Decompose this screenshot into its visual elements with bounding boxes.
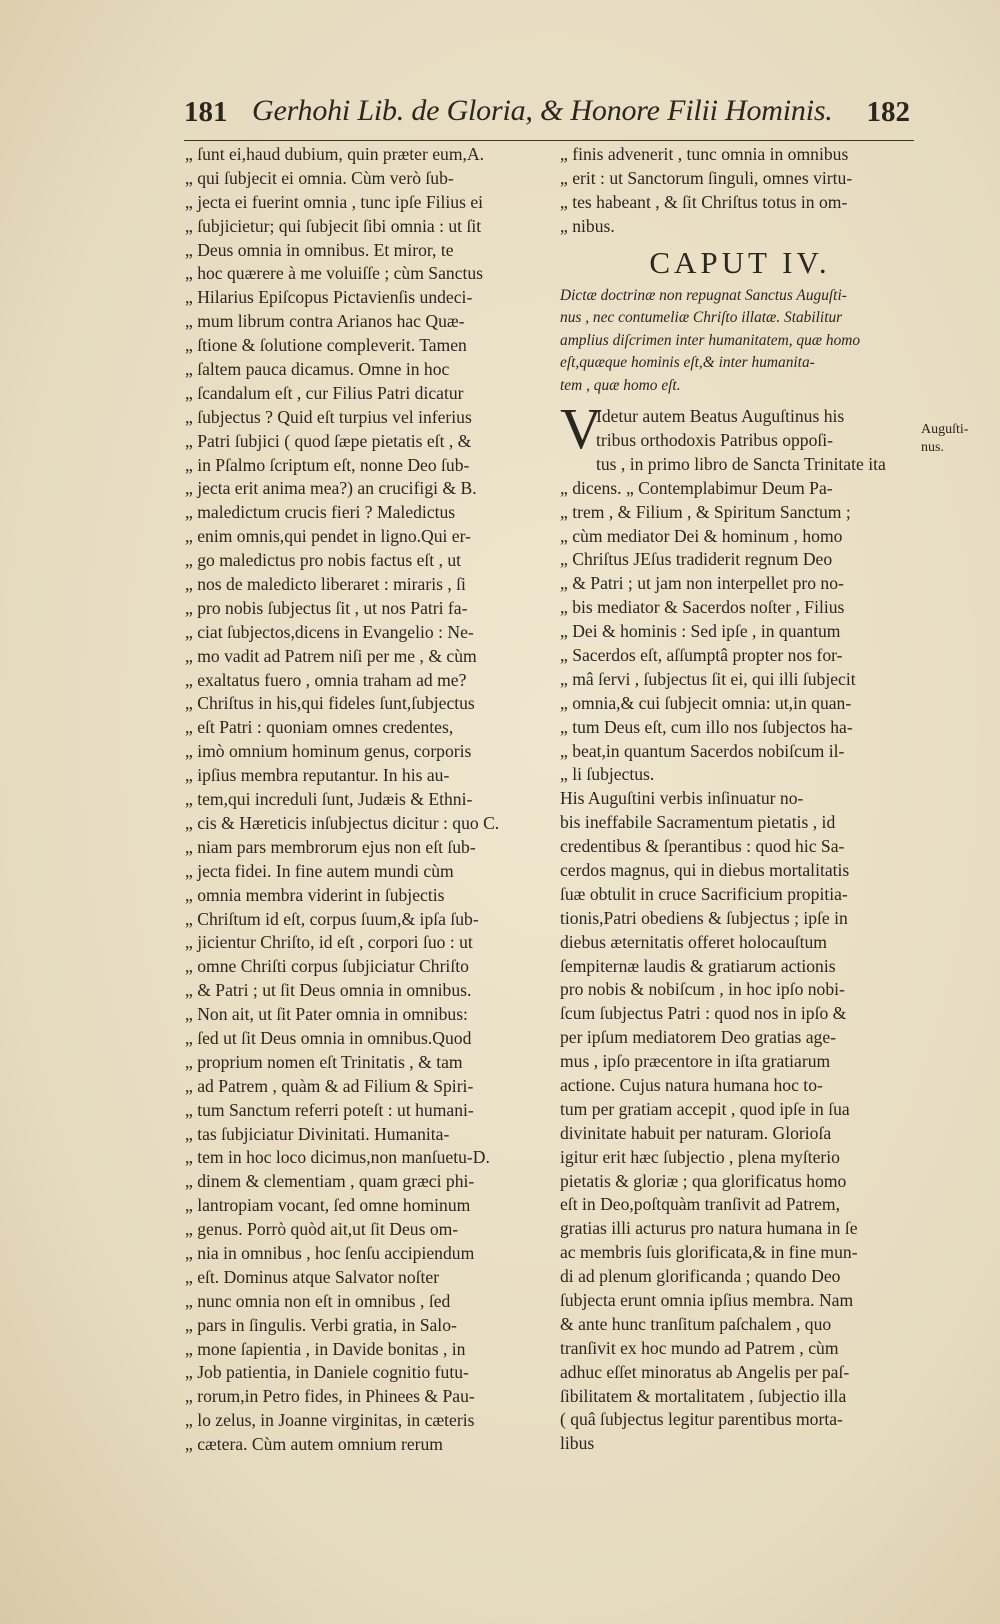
text-line: „ jecta ei fuerint omnia , tunc ipſe Filius ei bbox=[185, 191, 484, 212]
text-line: „ cætera. Cùm autem omnium rerum bbox=[185, 1434, 443, 1455]
text-line: „ erit : ut Sanctorum ſinguli, omnes virtu- bbox=[560, 167, 853, 188]
chapter-opening bbox=[560, 396, 920, 462]
text-line: & ante hunc tranſitum paſchalem , quo bbox=[560, 1313, 832, 1334]
text-line: tribus orthodoxis Patribus oppoſi- bbox=[596, 429, 834, 450]
text-line: eſt,quæque hominis eſt,& inter humanita- bbox=[560, 354, 815, 372]
text-line: „ proprium nomen eſt Trinitatis , & tam bbox=[185, 1051, 463, 1072]
text-line: „ Chriſtus JEſus tradiderit regnum Deo bbox=[560, 549, 833, 570]
text-line: adhuc eſſet minoratus ab Angelis per paſ- bbox=[560, 1361, 850, 1382]
text-line: bis ineffabile Sacramentum pietatis , id bbox=[560, 812, 836, 833]
text-line: „ cis & Hæreticis inſubjectus dicitur : quo C. bbox=[185, 812, 500, 833]
text-line: „ lo zelus, in Joanne virginitas, in cæteris bbox=[185, 1410, 475, 1431]
text-line: „ niam pars membrorum ejus non eſt ſub- bbox=[185, 836, 476, 857]
text-line: diebus æternitatis offeret holocauſtum bbox=[560, 931, 827, 952]
text-line: „ ad Patrem , quàm & ad Filium & Spiri- bbox=[185, 1075, 474, 1096]
text-line: „ jecta fidei. In fine autem mundi cùm bbox=[185, 860, 454, 881]
text-line: „ Job patientia, in Daniele cognitio futu- bbox=[185, 1362, 469, 1383]
margin-note-text bbox=[921, 421, 968, 457]
chapter-title: CAPUT IV. bbox=[649, 244, 831, 280]
text-line: ſibilitatem & mortalitatem , ſubjectio illa bbox=[560, 1385, 847, 1406]
text-line: „ beat,in quantum Sacerdos nobiſcum il- bbox=[560, 740, 845, 761]
text-line: „ ſubjicietur; qui ſubjecit ſibi omnia : ut ſit bbox=[185, 215, 482, 236]
text-line: ſempiternæ laudis & gratiarum actionis bbox=[560, 955, 836, 976]
right-top-text bbox=[560, 143, 920, 239]
text-line: „ genus. Porrò quòd ait,ut ſit Deus om- bbox=[185, 1219, 459, 1240]
right-column bbox=[560, 143, 920, 1456]
text-line: „ qui ſubjecit ei omnia. Cùm verò ſub- bbox=[185, 167, 454, 188]
text-line: tus , in primo libro de Sancta Trinitate ita bbox=[596, 453, 886, 474]
text-line: igitur erit hæc ſubjectio , plena myſterio bbox=[560, 1146, 840, 1167]
text-line: „ nunc omnia non eſt in omnibus , ſed bbox=[185, 1290, 451, 1311]
text-line: „ Patri ſubjici ( quod ſæpe pietatis eſt , & bbox=[185, 430, 472, 451]
text-line: ac membris ſuis glorificata,& in fine mun- bbox=[560, 1242, 858, 1263]
text-line: „ tum Deus eſt, cum illo nos ſubjectos ha- bbox=[560, 716, 853, 737]
text-line: „ nia in omnibus , hoc ſenſu accipiendum bbox=[185, 1242, 475, 1263]
text-line: „ Hilarius Epiſcopus Pictavienſis undeci- bbox=[185, 287, 473, 308]
text-line: His Auguſtini verbis inſinuatur no- bbox=[560, 788, 804, 809]
margin-note-line: nus. bbox=[921, 440, 944, 455]
text-line: gratias illi acturus pro natura humana in ſe bbox=[560, 1218, 858, 1239]
text-line: „ dicens. „ Contemplabimur Deum Pa- bbox=[560, 477, 833, 498]
text-line: „ & Patri ; ut ſit Deus omnia in omnibus. bbox=[185, 980, 472, 1001]
text-line: „ li ſubjectus. bbox=[560, 764, 655, 785]
text-line: „ Chriſtus in his,qui fideles ſunt,ſubjectus bbox=[185, 693, 475, 714]
text-line: „ mum librum contra Arianos hac Quæ- bbox=[185, 311, 465, 332]
text-line: Dictæ doctrinæ non repugnat Sanctus Auguſti- bbox=[560, 286, 847, 304]
text-line: „ Deus omnia in omnibus. Et miror, te bbox=[185, 239, 454, 260]
text-line: libus bbox=[560, 1433, 595, 1454]
text-line: cerdos magnus, qui in diebus mortalitatis bbox=[560, 860, 850, 880]
text-line: „ go maledictus pro nobis factus eſt , ut bbox=[185, 550, 462, 571]
text-line: nus , nec contumeliæ Chriſto illatæ. Stabilitur bbox=[560, 309, 843, 327]
text-line: pro nobis & nobiſcum , in hoc ipſo nobi- bbox=[560, 979, 845, 1000]
text-line: „ eſt. Dominus atque Salvator noſter bbox=[185, 1266, 440, 1287]
text-line: per ipſum mediatorem Deo gratias age- bbox=[560, 1027, 837, 1048]
page-number-left: 181 bbox=[184, 96, 228, 128]
spacer bbox=[560, 397, 920, 405]
text-line: „ finis advenerit , tunc omnia in omnibus bbox=[560, 144, 849, 164]
text-line: „ enim omnis,qui pendet in ligno.Qui er- bbox=[185, 526, 471, 547]
text-line: „ nibus. bbox=[560, 215, 615, 236]
text-line: „ tem in hoc loco dicimus,non manſuetu-D. bbox=[185, 1147, 490, 1168]
text-line: „ tes habeant , & ſit Chriſtus totus in om- bbox=[560, 191, 848, 212]
text-line: „ dinem & clementiam , quam græci phi- bbox=[185, 1171, 475, 1192]
text-line: „ jecta erit anima mea?) an crucifigi & B. bbox=[185, 478, 477, 499]
text-line: tranſivit ex hoc mundo ad Patrem , cùm bbox=[560, 1337, 839, 1358]
text-line: „ tas ſubjiciatur Divinitati. Humanita- bbox=[185, 1123, 450, 1144]
text-line: „ ipſius membra reputantur. In his au- bbox=[185, 765, 450, 786]
text-line: „ omnia,& cui ſubjecit omnia: ut,in quan- bbox=[560, 692, 852, 713]
running-head: Gerhohi Lib. de Gloria, & Honore Filii Hominis. bbox=[252, 94, 833, 127]
text-line: „ tum Sanctum referri poteſt : ut humani- bbox=[185, 1099, 474, 1120]
text-line: ſubjecta erunt omnia ipſius membra. Nam bbox=[560, 1290, 854, 1311]
text-line: amplius diſcrimen inter humanitatem, quæ homo bbox=[560, 331, 861, 349]
text-line: mus , ipſo præcentore in iſta gratiarum bbox=[560, 1051, 831, 1072]
text-line: „ & Patri ; ut jam non interpellet pro no- bbox=[560, 573, 844, 594]
text-line: pietatis & gloriæ ; qua glorificatus homo bbox=[560, 1170, 847, 1191]
text-line: „ ſunt ei,haud dubium, quin præter eum,A. bbox=[185, 144, 485, 164]
text-line: „ maledictum crucis fieri ? Maledictus bbox=[185, 502, 456, 523]
page-header bbox=[184, 92, 914, 141]
text-line: divinitate habuit per naturam. Glorioſa bbox=[560, 1122, 832, 1143]
text-line: „ pars in ſingulis. Verbi gratia, in Salo- bbox=[185, 1314, 457, 1335]
text-line: „ mo vadit ad Patrem niſi per me , & cùm bbox=[185, 645, 477, 666]
text-line: „ omne Chriſti corpus ſubjiciatur Chriſto bbox=[185, 956, 469, 977]
page-number-right: 182 bbox=[866, 96, 910, 128]
text-line: „ mâ ſervi , ſubjectus ſit ei, qui illi ſubjecit bbox=[560, 668, 856, 689]
text-line: „ trem , & Filium , & Spiritum Sanctum ; bbox=[560, 501, 851, 522]
text-line: „ Sacerdos eſt, aſſumptâ propter nos for- bbox=[560, 644, 843, 665]
text-line: ( quâ ſubjectus legitur parentibus morta- bbox=[560, 1409, 843, 1430]
chapter-summary bbox=[560, 285, 920, 398]
text-line: „ Chriſtum id eſt, corpus ſuum,& ipſa ſub- bbox=[185, 908, 479, 929]
text-line: „ Non ait, ut ſit Pater omnia in omnibus: bbox=[185, 1004, 468, 1025]
text-line: „ cùm mediator Dei & hominum , homo bbox=[560, 525, 843, 546]
text-line: Idetur autem Beatus Auguſtinus his bbox=[596, 406, 845, 427]
text-line: di ad plenum glorificanda ; quando Deo bbox=[560, 1266, 841, 1287]
margin-note-line: Auguſti- bbox=[921, 422, 969, 437]
text-line: actione. Cujus natura humana hoc to- bbox=[560, 1075, 823, 1096]
text-line: ſcum ſubjectus Patri : quod nos in ipſo & bbox=[560, 1003, 847, 1024]
text-line: tum per gratiam accepit , quod ipſe in ſua bbox=[560, 1098, 850, 1119]
text-line: „ ſcandalum eſt , cur Filius Patri dicatur bbox=[185, 382, 464, 403]
text-line: „ hoc quærere à me voluiſſe ; cùm Sanctus bbox=[185, 263, 484, 284]
left-column bbox=[185, 143, 543, 1457]
text-line: „ in Pſalmo ſcriptum eſt, nonne Deo ſub- bbox=[185, 454, 470, 475]
text-line: „ eſt Patri : quoniam omnes credentes, bbox=[185, 717, 454, 738]
text-line: „ ſubjectus ? Quid eſt turpius vel inferius bbox=[185, 406, 472, 427]
text-line: „ exaltatus fuero , omnia traham ad me? bbox=[185, 669, 467, 690]
text-line: eſt in Deo,poſtquàm tranſivit ad Patrem, bbox=[560, 1194, 840, 1215]
text-line: „ pro nobis ſubjectus ſit , ut nos Patri fa- bbox=[185, 597, 468, 618]
text-line: „ ciat ſubjectos,dicens in Evangelio : Ne- bbox=[185, 621, 474, 642]
text-line: „ omnia membra viderint in ſubjectis bbox=[185, 884, 445, 905]
text-line: „ lantropiam vocant, ſed omne hominum bbox=[185, 1195, 471, 1216]
text-line: „ rorum,in Petro fides, in Phinees & Pau- bbox=[185, 1386, 475, 1407]
text-line: „ jicientur Chriſto, id eſt , corpori ſuo : ut bbox=[185, 932, 473, 953]
text-line: „ bis mediator & Sacerdos noſter , Filius bbox=[560, 597, 845, 618]
margin-note bbox=[921, 421, 968, 457]
text-line: „ ſaltem pauca dicamus. Omne in hoc bbox=[185, 359, 450, 380]
text-line: tem , quæ homo eſt. bbox=[560, 376, 681, 394]
text-line: „ imò omnium hominum genus, corporis bbox=[185, 741, 472, 762]
text-line: „ mone ſapientia , in Davide bonitas , in bbox=[185, 1338, 466, 1359]
text-line: „ Dei & hominis : Sed ipſe , in quantum bbox=[560, 621, 841, 642]
text-line: ſuæ obtulit in cruce Sacrificium propitia- bbox=[560, 883, 848, 904]
text-line: tionis,Patri obediens & ſubjectus ; ipſe in bbox=[560, 907, 848, 928]
text-line: „ ſed ut ſit Deus omnia in omnibus.Quod bbox=[185, 1027, 472, 1048]
right-body-text bbox=[560, 453, 920, 1456]
text-line: „ tem,qui increduli ſunt, Judæis & Ethni- bbox=[185, 789, 473, 810]
text-line: „ ſtione & ſolutione compleverit. Tamen bbox=[185, 335, 467, 356]
text-line: credentibus & ſperantibus : quod hic Sa- bbox=[560, 836, 845, 857]
text-line: „ nos de maledicto liberaret : miraris , ſi bbox=[185, 574, 466, 595]
drop-cap: V bbox=[560, 396, 602, 462]
